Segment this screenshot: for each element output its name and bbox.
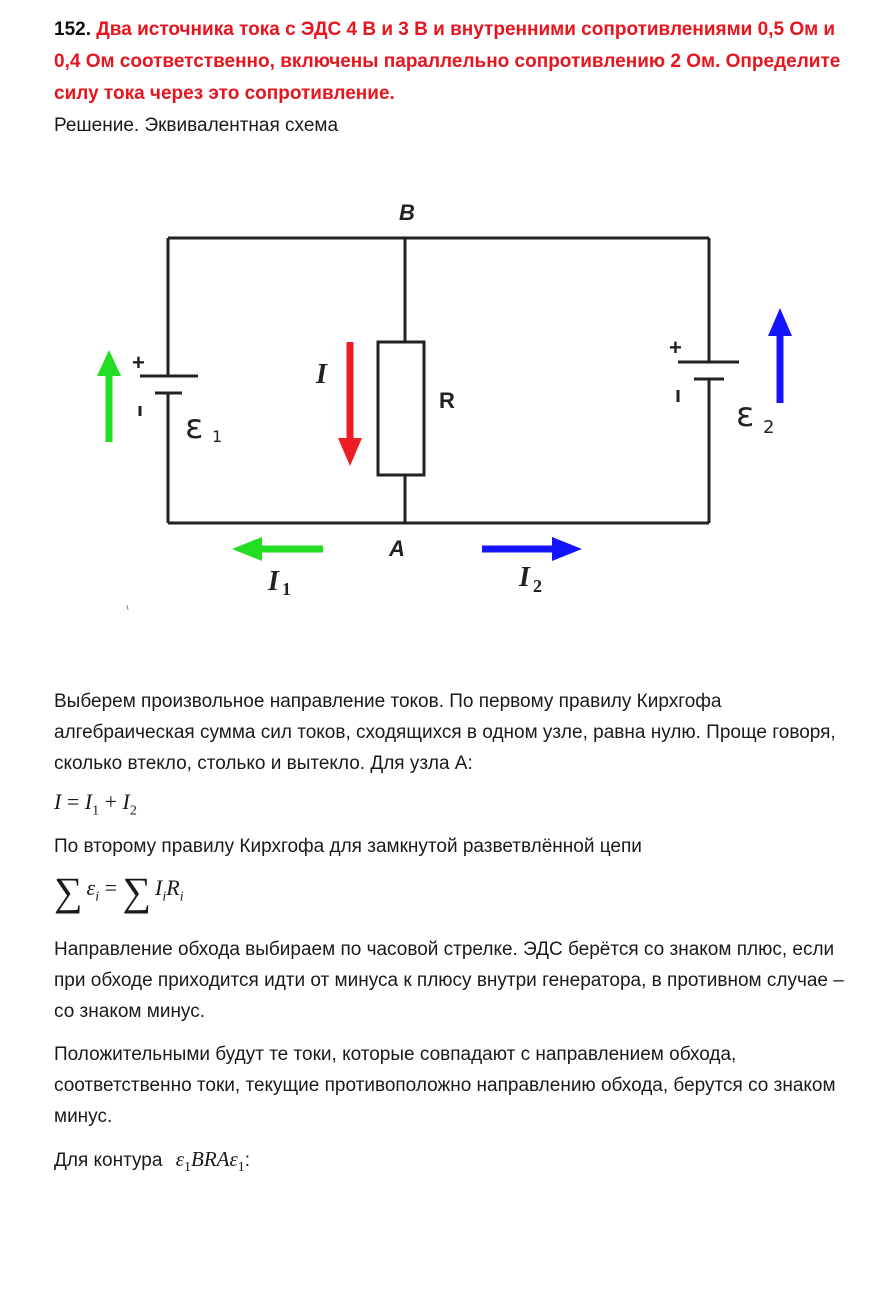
current-i1-sub: 1 <box>282 579 291 599</box>
emf-label-e1-sub: 1 <box>212 427 223 446</box>
resistor <box>378 342 424 475</box>
current-i1-arrow <box>232 537 323 561</box>
emf-label-e2: ε <box>736 395 755 435</box>
problem-text: Два источника тока с ЭДС 4 В и 3 В и внутренними сопротивлениями 0,5 Ом и 0,4 Ом соответственно, включены параллельно сопротивлению 2 Ом. Определите силу тока через это сопротивление. <box>54 19 841 104</box>
formula-node-a: $I = I_1 + I_2$ <box>54 789 137 819</box>
problem-number: 152. <box>54 19 91 40</box>
contour-formula: $\varepsilon_1BRA\varepsilon_1$ <box>175 1147 245 1176</box>
page <box>54 14 844 141</box>
emf-label-e1: ε <box>185 407 204 447</box>
current-e2-arrow <box>768 308 792 403</box>
circuit-diagram <box>72 190 792 630</box>
paragraph-kirchhoff-2: По второму правилу Кирхгофа для замкнутой разветвлённой цепи <box>54 836 642 857</box>
node-label-a: A <box>389 536 405 561</box>
current-i2-label: I <box>519 562 530 593</box>
solution-intro: Решение. Эквивалентная схема <box>54 115 339 136</box>
paragraph-traversal-direction: Направление обхода выбираем по часовой стрелке. ЭДС берётся со знаком плюс, если при обходе приходится идти от минуса к плюсу внутри генератора, в противном случае – со знаком минус. <box>54 939 844 1022</box>
current-i-label: I <box>316 359 327 390</box>
paragraph-current-sign: Положительными будут те токи, которые совпадают с направлением обхода, соответственно токи, текущие противоположно направлению обхода, берутся со знаком минус. <box>54 1044 836 1127</box>
plus-sign-e2: + <box>669 335 682 360</box>
current-i-arrow <box>338 342 362 466</box>
paragraph-contour: Для контура $\varepsilon_1BRA\varepsilon_1$: <box>54 1147 251 1176</box>
node-label-b: B <box>399 200 415 225</box>
circuit-wires <box>168 238 709 523</box>
current-i2-arrow <box>482 537 582 561</box>
formula-kirchhoff-2: ∑ $\varepsilon_i$ = ∑ $I_iR_i$ <box>54 869 184 914</box>
current-e1-arrow <box>97 350 121 442</box>
content-body <box>54 686 844 1183</box>
current-i2-sub: 2 <box>533 576 542 596</box>
plus-sign-e1: + <box>132 350 145 375</box>
current-i1-label: I <box>268 566 279 597</box>
problem-statement <box>54 14 844 110</box>
paragraph-kirchhoff-1: Выберем произвольное направление токов. По первому правилу Кирхгофа алгебраическая сумма сил токов, сходящихся в одном узле, равна нулю. Проще говоря, сколько втекло, столько и вытекло. Для узла А: <box>54 691 836 774</box>
resistor-label: R <box>439 388 455 413</box>
emf-label-e2-sub: 2 <box>763 417 775 438</box>
